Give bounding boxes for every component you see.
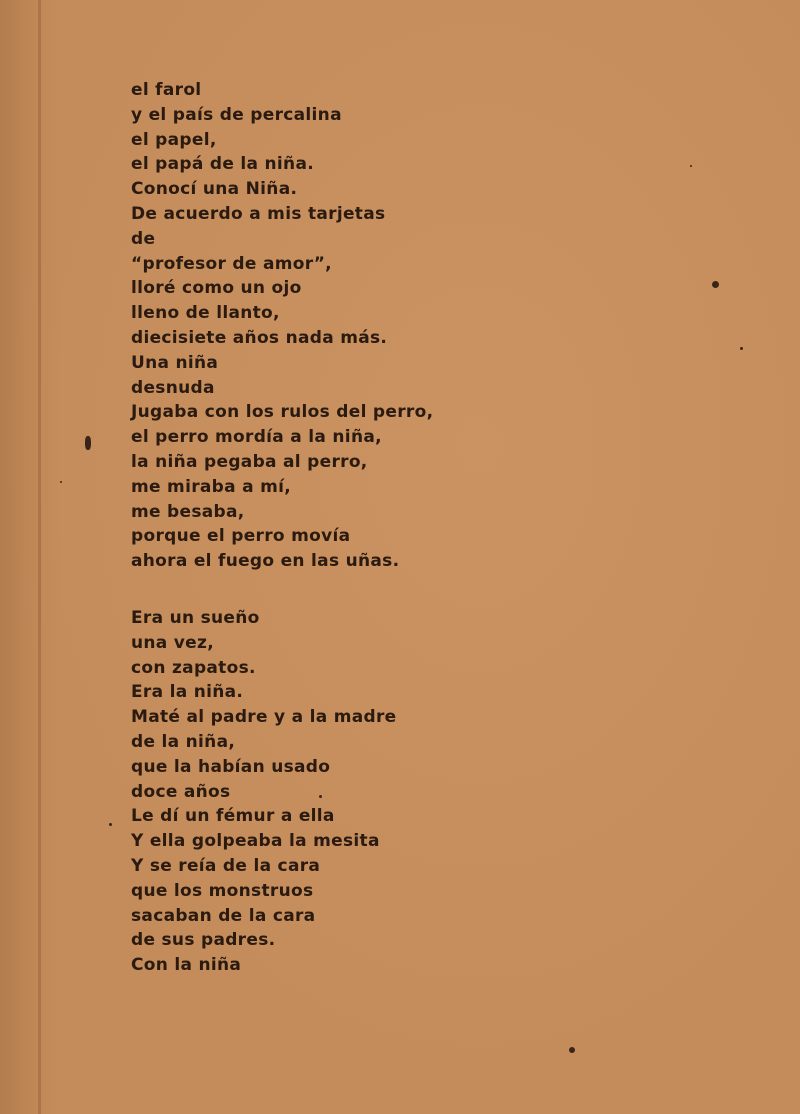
poem-line: me besaba, xyxy=(131,501,245,522)
poem-line: y el país de percalina xyxy=(131,104,342,125)
poem-line: Era un sueño xyxy=(131,607,260,628)
poem-line: de sus padres. xyxy=(131,930,276,951)
poem-line: Con la niña xyxy=(131,955,242,976)
poem-line: que la habían usado xyxy=(131,756,331,777)
poem-line: el papá de la niña. xyxy=(131,154,314,175)
poem-line: la niña pegaba al perro, xyxy=(131,451,368,472)
poem-line: “profesor de amor”, xyxy=(131,253,332,274)
poem-line: diecisiete años nada más. xyxy=(131,327,388,348)
ink-speck xyxy=(569,1047,575,1053)
poem-line: Era la niña. xyxy=(131,682,244,703)
poem-line: con zapatos. xyxy=(131,657,256,678)
poem-line: Una niña xyxy=(131,352,219,373)
poem-line: el farol xyxy=(131,80,202,100)
poem-line: de xyxy=(131,228,156,249)
poem-text xyxy=(131,78,731,978)
ink-speck xyxy=(60,481,62,483)
poem-line: Maté al padre y a la madre xyxy=(131,707,397,728)
poem-line: ahora el fuego en las uñas. xyxy=(131,551,400,572)
poem-line: me miraba a mí, xyxy=(131,476,292,497)
page-fold xyxy=(38,0,41,1114)
poem-line: Y ella golpeaba la mesita xyxy=(131,831,380,852)
stanza-break xyxy=(131,574,731,606)
poem-line: Le dí un fémur a ella xyxy=(131,806,335,827)
poem-line: porque el perro movía xyxy=(131,526,351,547)
ink-speck xyxy=(109,823,112,826)
poem-line: desnuda xyxy=(131,377,215,398)
poem-line: lloré como un ojo xyxy=(131,278,302,299)
poem-line: Conocí una Niña. xyxy=(131,179,298,200)
ink-speck xyxy=(740,347,743,350)
ink-speck xyxy=(85,436,91,450)
poem-line: una vez, xyxy=(131,632,214,653)
poem-line: el perro mordía a la niña, xyxy=(131,427,382,448)
poem-line: que los monstruos xyxy=(131,880,314,901)
poem-line: sacaban de la cara xyxy=(131,905,316,926)
poem-line: de la niña, xyxy=(131,731,236,752)
poem-line: doce años xyxy=(131,781,231,802)
poem-line: Jugaba con los rulos del perro, xyxy=(131,402,434,423)
poem-line: Y se reía de la cara xyxy=(131,855,321,876)
poem-line: lleno de llanto, xyxy=(131,303,280,324)
poem-line: el papel, xyxy=(131,129,217,150)
poem-line: De acuerdo a mis tarjetas xyxy=(131,203,386,224)
